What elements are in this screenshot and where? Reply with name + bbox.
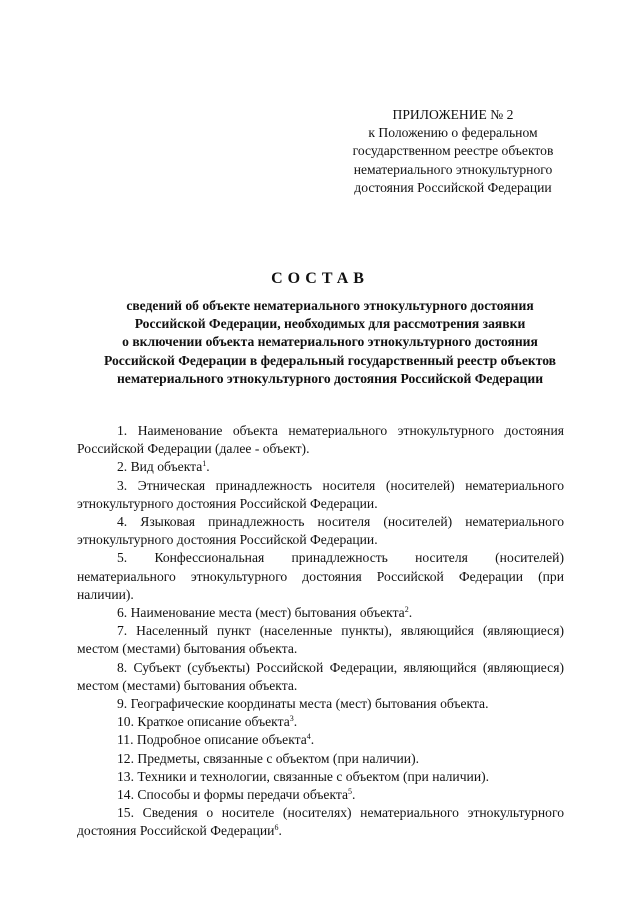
appendix-header	[333, 106, 573, 197]
item-text: 9. Географические координаты места (мест) бытования объекта.	[117, 696, 489, 712]
item-text: 7. Населенный пункт (населенные пункты), являющийся (являющиеся) местом (местами) бытования объекта.	[77, 623, 564, 657]
item-text: 8. Субъект (субъекты) Российской Федерации, являющийся (являющиеся) местом (местами) бытования объекта.	[77, 659, 564, 693]
item-text: 1. Наименование объекта нематериального этнокультурного достояния Российской Федерации (далее - объект).	[77, 423, 564, 457]
subtitle-line: Российской Федерации в федеральный государственный реестр объектов	[103, 352, 556, 368]
footnote-marker: 1	[202, 459, 207, 469]
footnote-marker: 3	[289, 714, 294, 724]
footnote-marker: 4	[306, 732, 311, 742]
list-item	[77, 622, 564, 658]
list-item	[77, 549, 564, 604]
list-item	[77, 731, 564, 749]
subtitle-line: о включении объекта нематериального этнокультурного достояния	[122, 334, 538, 350]
item-text: 3. Этническая принадлежность носителя (носителей) нематериального этнокультурного достояния Российской Федерации.	[77, 477, 564, 511]
list-item	[77, 750, 564, 768]
list-item	[77, 513, 564, 549]
item-text: 15. Сведения о носителе (носителях) нематериального этнокультурного достояния Российской Федерации	[77, 805, 564, 839]
appendix-number: ПРИЛОЖЕНИЕ № 2	[392, 107, 514, 122]
document-subtitle	[60, 297, 600, 388]
item-text: 6. Наименование места (мест) бытования объекта	[117, 605, 405, 621]
appendix-reference-line: государственном реестре объектов	[352, 143, 554, 159]
list-item	[77, 422, 564, 458]
document-title: СОСТАВ	[271, 270, 369, 287]
item-text: 2. Вид объекта	[117, 459, 203, 475]
footnote-marker: 5	[348, 787, 353, 797]
footnote-marker: 6	[274, 823, 279, 833]
item-punct: .	[408, 605, 413, 621]
appendix-reference-line: достояния Российской Федерации	[354, 179, 552, 195]
list-item	[77, 604, 564, 622]
item-punct: .	[278, 823, 282, 839]
list-item	[77, 458, 564, 476]
list-item	[77, 786, 564, 804]
list-item	[77, 804, 564, 840]
item-text: 14. Способы и формы передачи объекта	[117, 787, 349, 803]
list-item	[77, 477, 564, 513]
item-punct: .	[293, 714, 298, 730]
item-text: 13. Техники и технологии, связанные с объектом (при наличии).	[117, 768, 490, 784]
list-item	[77, 768, 564, 786]
item-text: 12. Предметы, связанные с объектом (при наличии).	[117, 750, 419, 766]
item-text: 5. Конфессиональная принадлежность носителя (носителей) нематериального этнокультурного достояния Российской Федерации (при наличии).	[77, 550, 564, 602]
footnote-marker: 2	[404, 605, 409, 615]
item-punct: .	[206, 459, 210, 475]
subtitle-line: нематериального этнокультурного достояния Российской Федерации	[116, 370, 544, 386]
list-item	[77, 659, 564, 695]
item-text: 4. Языковая принадлежность носителя (носителей) нематериального этнокультурного достояния Российской Федерации.	[77, 514, 564, 548]
list-item	[77, 713, 564, 731]
items-list	[77, 422, 564, 841]
subtitle-line: Российской Федерации, необходимых для рассмотрения заявки	[134, 316, 526, 332]
item-punct: .	[310, 732, 315, 748]
subtitle-line: сведений об объекте нематериального этнокультурного достояния	[126, 298, 534, 313]
item-text: 10. Краткое описание объекта	[117, 714, 290, 730]
appendix-reference-line: нематериального этнокультурного	[353, 161, 553, 177]
item-text: 11. Подробное описание объекта	[117, 732, 307, 748]
appendix-reference-line: к Положению о федеральном	[368, 125, 538, 141]
list-item	[77, 695, 564, 713]
item-punct: .	[352, 787, 356, 803]
